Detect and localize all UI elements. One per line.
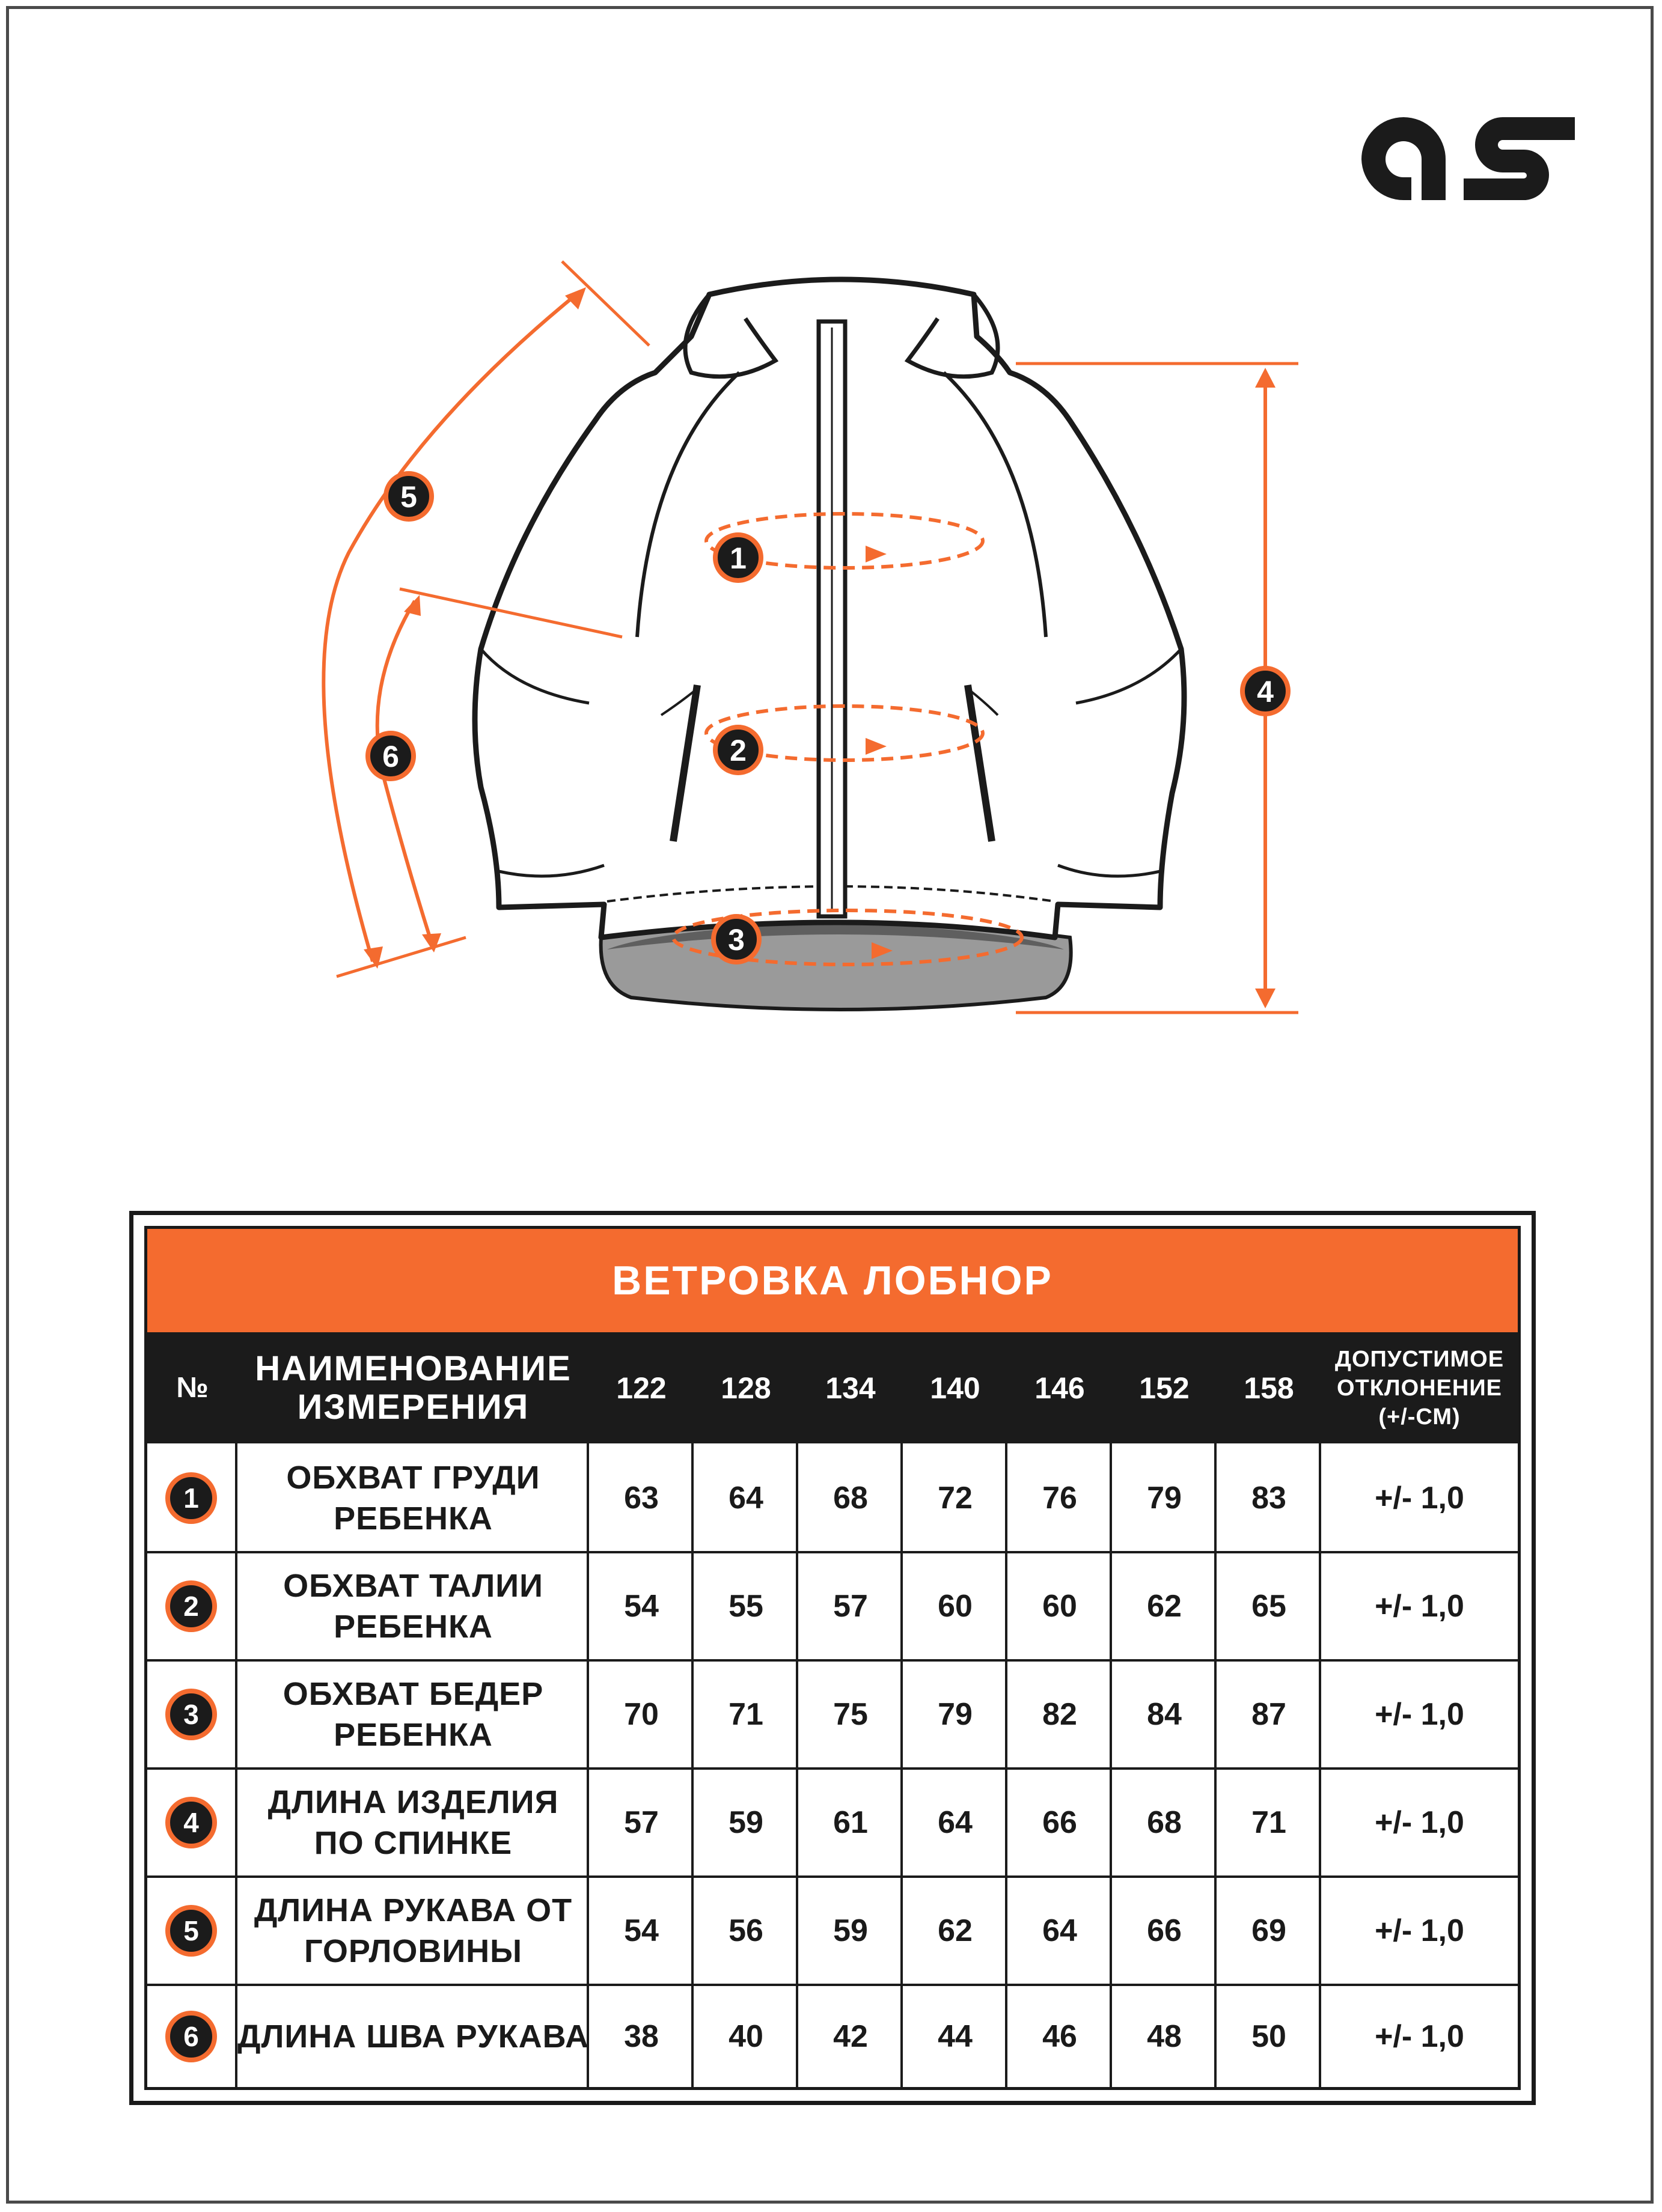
row-value: 61 — [833, 1805, 868, 1840]
row-value: 66 — [1042, 1805, 1077, 1840]
row-value: 60 — [938, 1588, 973, 1624]
jacket-diagram — [0, 0, 1662, 1082]
marker-1 — [715, 535, 761, 580]
row-badge: 4 — [165, 1797, 217, 1848]
row-value: 63 — [624, 1480, 659, 1516]
row-value: 40 — [729, 2019, 763, 2054]
row-value: 68 — [833, 1480, 868, 1516]
row-value: 56 — [729, 1913, 763, 1948]
row-name: ДЛИНА РУКАВА ОТ ГОРЛОВИНЫ — [254, 1892, 573, 1969]
table-row — [147, 1552, 1518, 1660]
row-tolerance: +/- 1,0 — [1375, 1588, 1464, 1624]
svg-text:5: 5 — [400, 480, 417, 514]
row-badge: 1 — [165, 1472, 217, 1524]
row-value: 68 — [1147, 1805, 1182, 1840]
svg-text:6: 6 — [382, 740, 399, 773]
row-value: 50 — [1251, 2019, 1286, 2054]
row-value: 46 — [1042, 2019, 1077, 2054]
header-size-128: 128 — [721, 1371, 771, 1405]
table-title: ВЕТРОВКА ЛОБНОР — [612, 1258, 1053, 1303]
row-value: 57 — [624, 1805, 659, 1840]
row-value: 65 — [1251, 1588, 1286, 1624]
row-tolerance: +/- 1,0 — [1375, 1480, 1464, 1516]
row-name: ОБХВАТ ТАЛИИ РЕБЕНКА — [283, 1567, 543, 1645]
table-title-band — [147, 1229, 1518, 1332]
marker-4 — [1242, 668, 1288, 714]
row-value: 54 — [624, 1588, 659, 1624]
row-value: 84 — [1147, 1696, 1182, 1732]
row-value: 57 — [833, 1588, 868, 1624]
row-value: 48 — [1147, 2019, 1182, 2054]
row-value: 87 — [1251, 1696, 1286, 1732]
header-num: № — [176, 1372, 209, 1404]
row-value: 54 — [624, 1913, 659, 1948]
row-value: 72 — [938, 1480, 973, 1516]
table-row — [147, 1876, 1518, 1985]
row-badge: 2 — [165, 1580, 217, 1632]
row-name: ОБХВАТ БЕДЕР РЕБЕНКА — [283, 1675, 544, 1753]
row-name: ДЛИНА ШВА РУКАВА — [237, 2018, 589, 2055]
table-row — [147, 1984, 1518, 2088]
row-value: 79 — [938, 1696, 973, 1732]
header-size-152: 152 — [1139, 1371, 1190, 1405]
row-value: 66 — [1147, 1913, 1182, 1948]
table-row — [147, 1768, 1518, 1877]
row-badge: 6 — [165, 2011, 217, 2062]
marker-3 — [713, 916, 759, 962]
row-name: ОБХВАТ ГРУДИ РЕБЕНКА — [286, 1459, 540, 1537]
row-name: ДЛИНА ИЗДЕЛИЯ ПО СПИНКЕ — [267, 1784, 559, 1861]
header-size-158: 158 — [1244, 1371, 1294, 1405]
row-value: 64 — [938, 1805, 973, 1840]
row-value: 42 — [833, 2019, 868, 2054]
row-value: 75 — [833, 1696, 868, 1732]
row-value: 64 — [729, 1480, 763, 1516]
svg-text:2: 2 — [730, 734, 747, 767]
row-value: 70 — [624, 1696, 659, 1732]
row-value: 38 — [624, 2019, 659, 2054]
row-value: 60 — [1042, 1588, 1077, 1624]
row-tolerance: +/- 1,0 — [1375, 1913, 1464, 1948]
header-size-122: 122 — [616, 1371, 667, 1405]
row-tolerance: +/- 1,0 — [1375, 1805, 1464, 1840]
header-tolerance: ДОПУСТИМОЕ ОТКЛОНЕНИЕ (+/-СМ) — [1334, 1346, 1505, 1430]
row-value: 59 — [833, 1913, 868, 1948]
row-value: 64 — [1042, 1913, 1077, 1948]
header-size-134: 134 — [825, 1371, 876, 1405]
row-value: 71 — [729, 1696, 763, 1732]
header-size-140: 140 — [930, 1371, 980, 1405]
table-row — [147, 1443, 1518, 1552]
svg-text:1: 1 — [730, 541, 747, 575]
row-value: 83 — [1251, 1480, 1286, 1516]
row-value: 55 — [729, 1588, 763, 1624]
marker-6 — [368, 733, 414, 779]
svg-text:4: 4 — [1257, 675, 1274, 708]
row-value: 71 — [1251, 1805, 1286, 1840]
header-name: НАИМЕНОВАНИЕ ИЗМЕРЕНИЯ — [255, 1348, 572, 1427]
row-value: 76 — [1042, 1480, 1077, 1516]
row-tolerance: +/- 1,0 — [1375, 1696, 1464, 1732]
row-value: 62 — [1147, 1588, 1182, 1624]
row-value: 69 — [1251, 1913, 1286, 1948]
row-badge: 5 — [165, 1905, 217, 1957]
header-size-146: 146 — [1034, 1371, 1085, 1405]
row-value: 62 — [938, 1913, 973, 1948]
row-tolerance: +/- 1,0 — [1375, 2019, 1464, 2054]
table-row — [147, 1660, 1518, 1769]
marker-2 — [715, 727, 761, 773]
marker-5 — [386, 474, 432, 519]
row-badge: 3 — [165, 1689, 217, 1740]
row-value: 79 — [1147, 1480, 1182, 1516]
svg-text:3: 3 — [728, 923, 745, 957]
row-value: 82 — [1042, 1696, 1077, 1732]
table-header — [147, 1332, 1518, 1443]
row-value: 59 — [729, 1805, 763, 1840]
row-value: 44 — [938, 2019, 973, 2054]
